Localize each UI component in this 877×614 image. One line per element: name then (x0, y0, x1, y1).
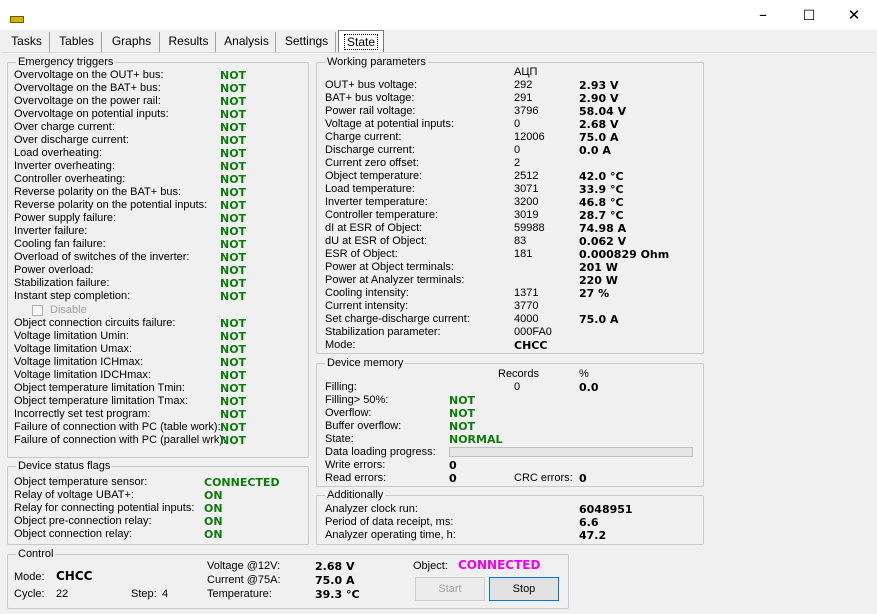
crc-errors-label: CRC errors: (514, 472, 573, 484)
crc-errors-value: 0 (579, 472, 587, 485)
object-label: Object: (413, 560, 448, 572)
tab-tables[interactable]: Tables (52, 32, 102, 52)
read-errors-value: 0 (449, 472, 457, 485)
start-button[interactable]: Start (415, 577, 485, 601)
cycle-value: 22 (56, 588, 69, 600)
tab-tasks[interactable]: Tasks (4, 32, 50, 52)
trigger-status: NOT (220, 69, 247, 82)
filling-label: Filling: (325, 381, 357, 393)
clock-value: 6048951 (579, 503, 633, 516)
tab-settings[interactable]: Settings (278, 32, 336, 52)
filling-percent: 0.0 (579, 381, 599, 394)
trigger-label: Inverter failure: (14, 225, 88, 237)
param-adc: CHCC (514, 339, 548, 352)
step-label: Step: (131, 588, 157, 600)
param-value: 75.0 A (579, 131, 619, 144)
trigger-status: NOT (220, 225, 247, 238)
trigger-label: Reverse polarity on the BAT+ bus: (14, 186, 182, 198)
buffer-overflow-label: Buffer overflow: (325, 420, 402, 432)
buffer-overflow-value: NOT (449, 420, 476, 433)
trigger-label: Overload of switches of the inverter: (14, 251, 190, 263)
param-label: Power rail voltage: (325, 105, 416, 117)
param-value: 27 % (579, 287, 610, 300)
param-label: Controller temperature: (325, 209, 439, 221)
trigger-label: Voltage limitation Umax: (14, 343, 132, 355)
param-value: 220 W (579, 274, 618, 287)
clock-label: Analyzer clock run: (325, 503, 418, 515)
param-adc: 000FA0 (514, 326, 552, 338)
trigger-label: Over charge current: (14, 121, 115, 133)
title-bar (0, 0, 877, 30)
param-label: Charge current: (325, 131, 402, 143)
adc-header: АЦП (514, 66, 538, 78)
state-value: NORMAL (449, 433, 503, 446)
tab-bar (0, 30, 877, 52)
param-value: 42.0 °C (579, 170, 624, 183)
trigger-status: NOT (220, 121, 247, 134)
status-flag-value: ON (204, 515, 223, 528)
param-value: 0.000829 Ohm (579, 248, 670, 261)
param-value: 0.0 A (579, 144, 611, 157)
param-adc: 1371 (514, 287, 539, 299)
group-title: Additionally (327, 489, 384, 501)
trigger-status: NOT (220, 382, 247, 395)
trigger-status: NOT (220, 317, 247, 330)
param-adc: 0 (514, 118, 521, 130)
trigger-label: Object connection circuits failure: (14, 317, 176, 329)
current-value: 75.0 A (315, 574, 355, 587)
trigger-label: Overvoltage on the OUT+ bus: (14, 69, 164, 81)
trigger-status: NOT (220, 421, 247, 434)
param-adc: 291 (514, 92, 533, 104)
param-value: 33.9 °C (579, 183, 624, 196)
trigger-status: NOT (220, 134, 247, 147)
group-title: Control (18, 548, 54, 560)
control-mode-label: Mode: (14, 571, 45, 583)
param-label: Load temperature: (325, 183, 415, 195)
current-label: Current @75A: (207, 574, 281, 586)
trigger-status: NOT (220, 356, 247, 369)
temperature-value: 39.3 °C (315, 588, 360, 601)
param-value: 2.90 V (579, 92, 619, 105)
trigger-status: NOT (220, 238, 247, 251)
write-errors-label: Write errors: (325, 459, 386, 471)
control-mode-value: CHCC (56, 569, 93, 583)
close-button[interactable] (831, 0, 877, 30)
param-label: Power at Object terminals: (325, 261, 454, 273)
trigger-label: Instant step completion: (14, 290, 131, 302)
step-value: 4 (162, 588, 169, 600)
param-label: dI at ESR of Object: (325, 222, 423, 234)
tab-state-label: State (344, 34, 378, 50)
param-label: Current intensity: (325, 300, 409, 312)
param-label: Voltage at potential inputs: (325, 118, 455, 130)
voltage-value: 2.68 V (315, 560, 355, 573)
trigger-status: NOT (220, 160, 247, 173)
group-title: Working parameters (327, 56, 426, 68)
status-flag-label: Object temperature sensor: (14, 476, 148, 488)
param-value: 2.68 V (579, 118, 619, 131)
trigger-status: NOT (220, 108, 247, 121)
voltage-label: Voltage @12V: (207, 560, 281, 572)
device-memory-group (316, 357, 704, 487)
group-title: Device memory (327, 357, 404, 369)
param-label: BAT+ bus voltage: (325, 92, 415, 104)
trigger-label: Failure of connection with PC (parallel wrk): (14, 434, 227, 446)
trigger-label: Incorrectly set test program: (14, 408, 151, 420)
trigger-label: Voltage limitation Umin: (14, 330, 129, 342)
loading-progress-bar (449, 447, 693, 457)
emergency-triggers-group (7, 56, 309, 458)
param-adc: 2512 (514, 170, 539, 182)
param-adc: 3796 (514, 105, 539, 117)
param-value: 201 W (579, 261, 618, 274)
loading-label: Data loading progress: (325, 446, 436, 458)
percent-header: % (579, 368, 589, 380)
param-value: 28.7 °C (579, 209, 624, 222)
param-label: OUT+ bus voltage: (325, 79, 418, 91)
object-status: CONNECTED (458, 558, 541, 572)
period-value: 6.6 (579, 516, 599, 529)
trigger-label: Voltage limitation IDCHmax: (14, 369, 151, 381)
trigger-label: Cooling fan failure: (14, 238, 106, 250)
trigger-label: Load overheating: (14, 147, 103, 159)
param-value: 58.04 V (579, 105, 627, 118)
trigger-status: NOT (220, 343, 247, 356)
status-flag-label: Relay of voltage UBAT+: (14, 489, 134, 501)
trigger-status: NOT (220, 212, 247, 225)
minimize-icon: – (759, 5, 767, 24)
param-label: Power at Analyzer terminals: (325, 274, 465, 286)
trigger-status: NOT (220, 82, 247, 95)
param-adc: 4000 (514, 313, 539, 325)
maximize-icon: ☐ (802, 8, 816, 24)
param-adc: 3071 (514, 183, 539, 195)
param-label: Stabilization parameter: (325, 326, 441, 338)
group-title: Device status flags (18, 460, 111, 472)
maximize-button[interactable] (786, 0, 832, 30)
status-flag-value: ON (204, 528, 223, 541)
trigger-label: Overvoltage on potential inputs: (14, 108, 169, 120)
operating-time-label: Analyzer operating time, h: (325, 529, 456, 541)
status-flag-label: Object pre-connection relay: (14, 515, 152, 527)
trigger-label: Object temperature limitation Tmax: (14, 395, 189, 407)
param-adc: 292 (514, 79, 533, 91)
trigger-label: Stabilization failure: (14, 277, 110, 289)
status-flag-label: Object connection relay: (14, 528, 133, 540)
control-group (7, 548, 569, 609)
read-errors-label: Read errors: (325, 472, 387, 484)
status-flag-value: ON (204, 489, 223, 502)
temperature-label: Temperature: (207, 588, 272, 600)
overflow-value: NOT (449, 407, 476, 420)
trigger-status: NOT (220, 330, 247, 343)
filling50-label: Filling> 50%: (325, 394, 389, 406)
param-label: Inverter temperature: (325, 196, 428, 208)
trigger-label: Controller overheating: (14, 173, 126, 185)
disable-label: Disable (50, 304, 87, 316)
filling-records: 0 (514, 381, 521, 393)
param-value: 75.0 A (579, 313, 619, 326)
close-icon: ✕ (847, 6, 861, 24)
group-title: Emergency triggers (18, 56, 114, 68)
param-label: Mode: (325, 339, 356, 351)
trigger-label: Over discharge current: (14, 134, 129, 146)
minimize-button[interactable] (740, 0, 786, 30)
param-label: Object temperature: (325, 170, 423, 182)
trigger-status: NOT (220, 95, 247, 108)
trigger-label: Power supply failure: (14, 212, 117, 224)
trigger-label: Overvoltage on the BAT+ bus: (14, 82, 161, 94)
state-label: State: (325, 433, 354, 445)
trigger-label: Inverter overheating: (14, 160, 115, 172)
trigger-label: Power overload: (14, 264, 94, 276)
param-adc: 12006 (514, 131, 545, 143)
device-status-group (7, 460, 309, 545)
operating-time-value: 47.2 (579, 529, 607, 542)
cycle-label: Cycle: (14, 588, 45, 600)
trigger-label: Failure of connection with PC (table work): (14, 421, 221, 433)
param-value: 46.8 °C (579, 196, 624, 209)
param-adc: 3200 (514, 196, 539, 208)
trigger-status: NOT (220, 199, 247, 212)
trigger-status: NOT (220, 264, 247, 277)
param-label: Set charge-discharge current: (325, 313, 470, 325)
write-errors-value: 0 (449, 459, 457, 472)
additionally-group (316, 489, 704, 545)
param-value: 0.062 V (579, 235, 627, 248)
trigger-status: NOT (220, 395, 247, 408)
trigger-label: Overvoltage on the power rail: (14, 95, 161, 107)
overflow-label: Overflow: (325, 407, 372, 419)
param-adc: 83 (514, 235, 527, 247)
param-adc: 59988 (514, 222, 545, 234)
param-label: ESR of Object: (325, 248, 398, 260)
trigger-label: Voltage limitation ICHmax: (14, 356, 143, 368)
status-flag-label: Relay for connecting potential inputs: (14, 502, 195, 514)
param-value: 74.98 A (579, 222, 627, 235)
period-label: Period of data receipt, ms: (325, 516, 454, 528)
trigger-status: NOT (220, 173, 247, 186)
tab-graphs[interactable]: Graphs (104, 32, 160, 52)
stop-button[interactable]: Stop (489, 577, 559, 601)
app-icon (10, 16, 24, 23)
trigger-label: Reverse polarity on the potential inputs: (14, 199, 208, 211)
param-value: 2.93 V (579, 79, 619, 92)
status-flag-value: CONNECTED (204, 476, 280, 489)
param-adc: 181 (514, 248, 533, 260)
trigger-status: NOT (220, 290, 247, 303)
trigger-status: NOT (220, 277, 247, 290)
tab-results[interactable]: Results (162, 32, 216, 52)
param-label: dU at ESR of Object: (325, 235, 428, 247)
param-label: Current zero offset: (325, 157, 419, 169)
param-label: Cooling intensity: (325, 287, 409, 299)
param-adc: 0 (514, 144, 521, 156)
param-adc: 3770 (514, 300, 539, 312)
param-label: Discharge current: (325, 144, 415, 156)
working-parameters-group (316, 56, 704, 354)
disable-checkbox[interactable] (32, 305, 43, 316)
filling50-value: NOT (449, 394, 476, 407)
tab-state[interactable] (338, 30, 384, 53)
trigger-status: NOT (220, 408, 247, 421)
param-adc: 3019 (514, 209, 539, 221)
trigger-status: NOT (220, 434, 247, 447)
records-header: Records (498, 368, 539, 380)
status-flag-value: ON (204, 502, 223, 515)
trigger-status: NOT (220, 369, 247, 382)
param-adc: 2 (514, 157, 521, 169)
trigger-label: Object temperature limitation Tmin: (14, 382, 185, 394)
trigger-status: NOT (220, 251, 247, 264)
tab-analysis[interactable]: Analysis (218, 32, 276, 52)
trigger-status: NOT (220, 147, 247, 160)
trigger-status: NOT (220, 186, 247, 199)
